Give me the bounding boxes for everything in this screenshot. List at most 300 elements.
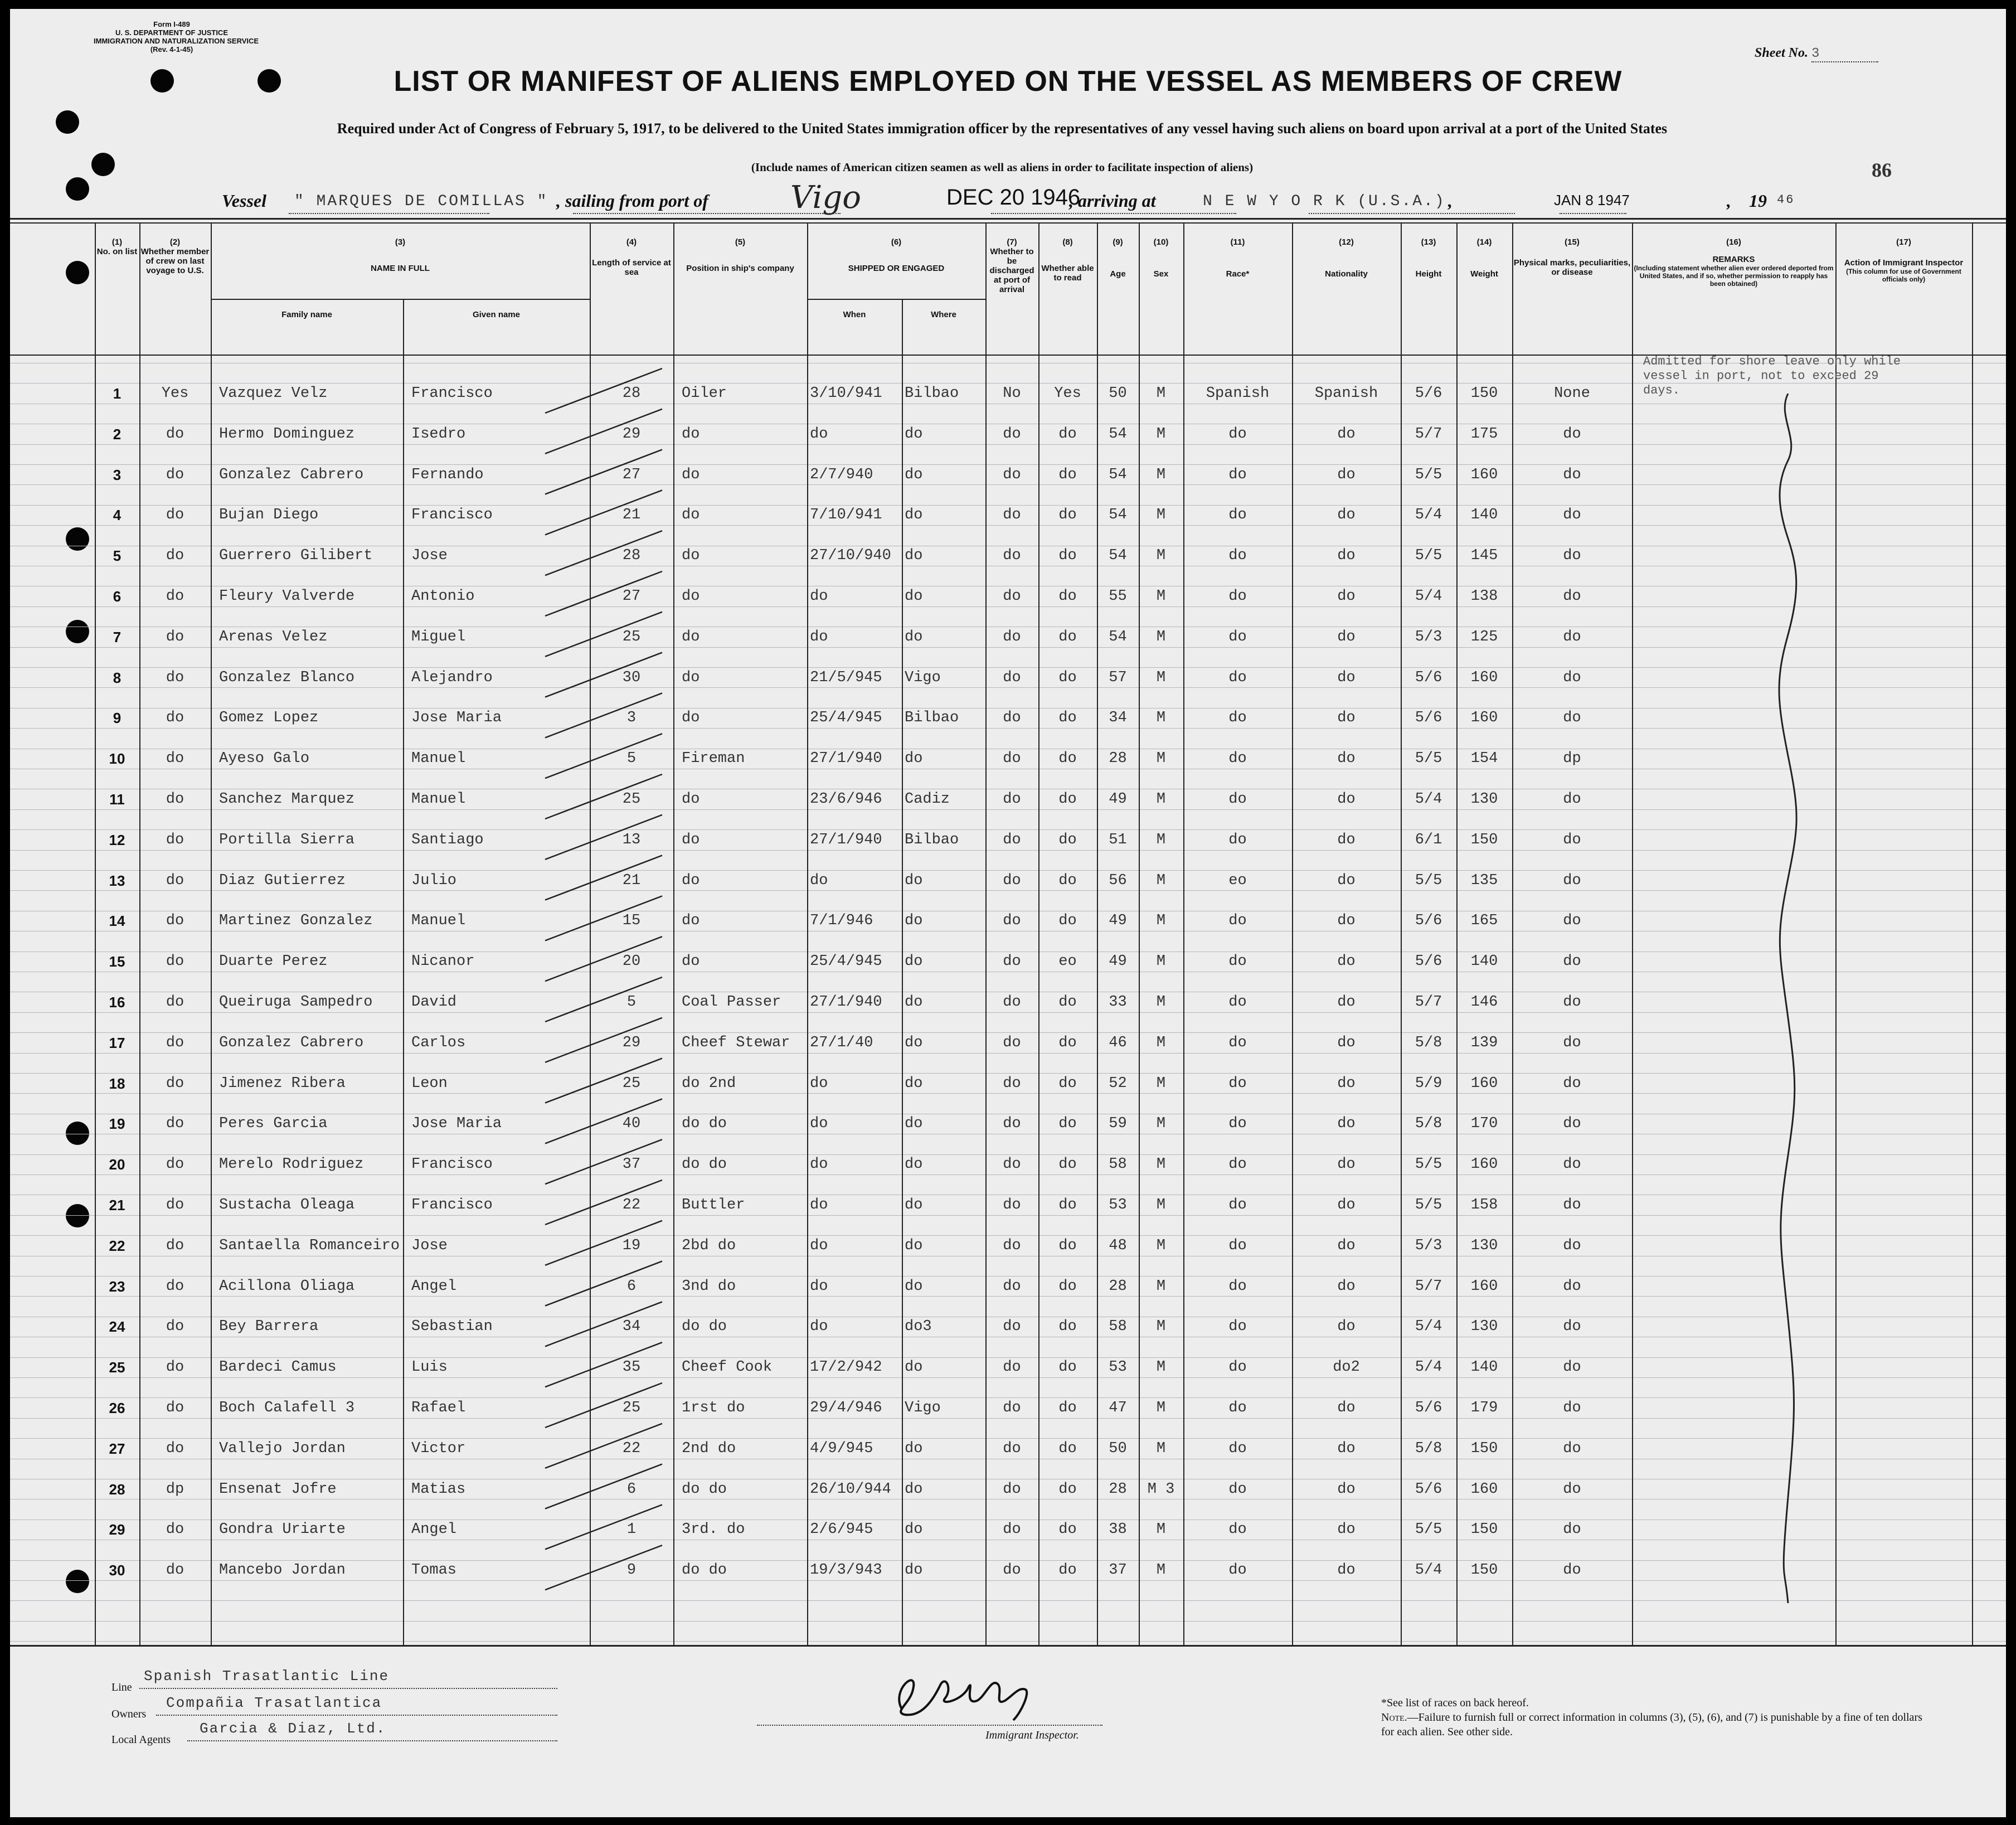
cell-age: 28 [1109, 1481, 1127, 1498]
cell-race: do [1228, 1156, 1247, 1173]
cell-race: do [1228, 994, 1247, 1011]
cell-no: 14 [109, 912, 125, 930]
cell-no: 23 [109, 1278, 125, 1295]
cell-read: do [1058, 872, 1077, 889]
cell-marks: do [1563, 912, 1581, 930]
cell-height: 5/3 [1415, 1237, 1442, 1254]
owners-value: Compañia Trasatlantica [166, 1695, 382, 1711]
remarks-note: Admitted for shore leave only while vessel in port, not to exceed 29 days. [1643, 355, 1901, 397]
cell-given: Francisco [411, 385, 493, 402]
cell-position: do [682, 669, 700, 686]
cell-height: 5/7 [1415, 425, 1442, 443]
cell-service: 25 [622, 791, 641, 808]
remarks-bracket [1771, 394, 1805, 1603]
cell-nationality: do2 [1333, 1359, 1360, 1376]
cell-age: 54 [1109, 425, 1127, 443]
cell-given: Manuel [411, 912, 466, 930]
punch-hole [66, 177, 89, 201]
tick-mark [545, 1504, 662, 1549]
tick-mark [545, 1424, 662, 1468]
cell-no: 9 [113, 710, 122, 727]
cell-nationality: do [1337, 1197, 1356, 1214]
cell-race: do [1228, 831, 1247, 848]
cell-weight: 130 [1470, 1318, 1498, 1336]
cell-when: 29/4/946 [810, 1400, 882, 1416]
cell-nationality: do [1337, 791, 1356, 808]
cell-sex: M [1156, 1197, 1166, 1214]
cell-where: do [905, 750, 923, 768]
agents-value: Garcia & Diaz, Ltd. [200, 1720, 386, 1737]
cell-where: do [905, 1115, 923, 1133]
header-nationality: Nationality [1325, 269, 1368, 279]
cell-discharged: do [1003, 1562, 1021, 1579]
cell-service: 21 [622, 872, 641, 889]
cell-nationality: do [1337, 1400, 1356, 1416]
cell-race: Spanish [1206, 385, 1270, 402]
cell-read: Yes [1054, 385, 1081, 402]
cell-discharged: do [1003, 750, 1021, 768]
cell-prior: Yes [161, 385, 189, 402]
inspector-signature [880, 1656, 1047, 1723]
cell-read: do [1058, 1156, 1077, 1173]
cell-prior: do [166, 1359, 184, 1376]
cell-age: 51 [1109, 831, 1127, 848]
cell-discharged: do [1003, 831, 1021, 848]
agents-label: Local Agents [111, 1734, 171, 1746]
cell-sex: M [1156, 507, 1166, 524]
cell-race: do [1228, 1440, 1247, 1457]
header-where: Where [931, 310, 956, 319]
note-text: —Failure to furnish full or correct information in columns (3), (5), (6), and (7) is punishable by a fine of ten dollars for each alien. See other side. [1381, 1711, 1922, 1738]
cell-service: 13 [622, 831, 641, 848]
tick-mark [545, 1059, 662, 1103]
cell-given: Francisco [411, 507, 493, 524]
cell-age: 59 [1109, 1115, 1127, 1133]
cell-weight: 130 [1470, 791, 1498, 808]
cell-family: Bujan Diego [219, 507, 319, 524]
cell-given: Victor [411, 1440, 466, 1457]
cell-sex: M [1156, 1115, 1166, 1133]
cell-weight: 154 [1470, 750, 1498, 768]
cell-where: do [905, 1034, 923, 1051]
cell-when: do [810, 1156, 828, 1173]
cell-service: 5 [626, 750, 637, 768]
cell-discharged: do [1003, 791, 1021, 808]
tick-mark [545, 1383, 662, 1428]
cell-race: do [1228, 750, 1247, 768]
cell-family: Ayeso Galo [219, 750, 310, 768]
cell-read: do [1058, 1562, 1077, 1579]
arriving-label: , arriving at [1069, 191, 1156, 211]
cell-prior: do [166, 669, 184, 686]
cell-when: do [810, 588, 828, 605]
tick-mark [545, 490, 662, 535]
cell-position: do do [682, 1562, 727, 1579]
cell-where: Bilbao [905, 831, 959, 848]
cell-given: Sebastian [411, 1318, 493, 1336]
cell-when: do [810, 872, 828, 889]
cell-sex: M [1156, 628, 1166, 645]
cell-nationality: do [1337, 1278, 1356, 1295]
cell-age: 52 [1109, 1075, 1127, 1092]
cell-height: 5/4 [1415, 1318, 1442, 1336]
tick-mark [545, 1261, 662, 1306]
cell-family: Acillona Oliaga [219, 1278, 355, 1295]
tick-mark [545, 1464, 662, 1509]
cell-read: do [1058, 994, 1077, 1011]
cell-prior: do [166, 466, 184, 483]
header-inspector-action: Action of Immigrant Inspector [1844, 258, 1964, 268]
cell-prior: do [166, 1197, 184, 1214]
cell-marks: do [1563, 1400, 1581, 1416]
cell-nationality: do [1337, 1156, 1356, 1173]
cell-no: 27 [109, 1440, 125, 1457]
cell-where: do [905, 466, 923, 483]
cell-weight: 160 [1470, 466, 1498, 483]
cell-where: Bilbao [905, 710, 959, 727]
cell-given: Tomas [411, 1562, 457, 1579]
cell-when: 7/10/941 [810, 507, 882, 524]
cell-position: Cheef Stewar [682, 1034, 790, 1051]
cell-race: do [1228, 791, 1247, 808]
cell-family: Mancebo Jordan [219, 1562, 346, 1579]
sailing-port: Vigo [790, 179, 861, 216]
cell-where: do [905, 1359, 923, 1376]
cell-where: do [905, 507, 923, 524]
cell-prior: do [166, 1156, 184, 1173]
cell-family: Merelo Rodriguez [219, 1156, 364, 1173]
cell-age: 28 [1109, 1278, 1127, 1295]
cell-read: do [1058, 791, 1077, 808]
cell-prior: do [166, 1034, 184, 1051]
tick-mark [545, 815, 662, 860]
cell-race: do [1228, 547, 1247, 565]
cell-when: 27/1/40 [810, 1034, 873, 1051]
cell-nationality: do [1337, 872, 1356, 889]
cell-given: Rafael [411, 1400, 466, 1416]
cell-age: 58 [1109, 1156, 1127, 1173]
cell-weight: 140 [1470, 953, 1498, 970]
cell-height: 5/6 [1415, 1400, 1442, 1416]
tick-mark [545, 1180, 662, 1225]
cell-position: do [682, 791, 700, 808]
cell-where: Bilbao [905, 385, 959, 402]
cell-discharged: do [1003, 466, 1021, 483]
tick-mark [545, 1221, 662, 1265]
subtitle: Required under Act of Congress of February 5, 1917, to be delivered to the United States immigration officer by the representatives of any vessel having such aliens on board upon arrival at a port of the United States [337, 120, 1668, 137]
cell-nationality: do [1337, 1562, 1356, 1579]
cell-age: 56 [1109, 872, 1127, 889]
cell-where: do3 [905, 1318, 932, 1336]
cell-nationality: do [1337, 1034, 1356, 1051]
cell-family: Queiruga Sampedro [219, 994, 373, 1011]
cell-service: 1 [626, 1521, 637, 1538]
cell-nationality: do [1337, 1481, 1356, 1498]
header-shipped-or-engaged: SHIPPED OR ENGAGED [848, 264, 945, 273]
cell-marks: do [1563, 1075, 1581, 1092]
cell-race: do [1228, 507, 1247, 524]
tick-mark [545, 1018, 662, 1062]
cell-read: do [1058, 628, 1077, 645]
cell-marks: do [1563, 466, 1581, 483]
cell-marks: do [1563, 1521, 1581, 1538]
cell-height: 5/8 [1415, 1440, 1442, 1457]
cell-height: 5/5 [1415, 1156, 1442, 1173]
sheet-number-label: Sheet No. [1755, 46, 1808, 60]
cell-no: 28 [109, 1481, 125, 1498]
cell-height: 5/5 [1415, 547, 1442, 565]
cell-position: 3rd. do [682, 1521, 745, 1538]
cell-prior: do [166, 1115, 184, 1133]
header-given-name: Given name [472, 310, 521, 319]
cell-no: 17 [109, 1034, 125, 1051]
cell-weight: 158 [1470, 1197, 1498, 1214]
cell-height: 5/5 [1415, 466, 1442, 483]
header-age: Age [1110, 269, 1126, 279]
vessel-name: " MARQUES DE COMILLAS " [294, 193, 548, 210]
cell-marks: do [1563, 507, 1581, 524]
cell-given: Julio [411, 872, 457, 889]
cell-age: 49 [1109, 791, 1127, 808]
cell-prior: do [166, 1440, 184, 1457]
cell-nationality: do [1337, 1237, 1356, 1254]
cell-service: 5 [626, 994, 637, 1011]
cell-race: do [1228, 1278, 1247, 1295]
cell-no: 26 [109, 1400, 125, 1416]
cell-no: 11 [109, 791, 125, 808]
cell-read: do [1058, 547, 1077, 565]
cell-when: do [810, 1278, 828, 1295]
cell-no: 20 [109, 1156, 125, 1173]
cell-discharged: do [1003, 872, 1021, 889]
cell-prior: do [166, 507, 184, 524]
cell-given: Francisco [411, 1197, 493, 1214]
cell-position: do [682, 507, 700, 524]
cell-age: 28 [1109, 750, 1127, 768]
cell-position: do [682, 872, 700, 889]
cell-nationality: do [1337, 1440, 1356, 1457]
cell-height: 5/5 [1415, 872, 1442, 889]
cell-family: Gonzalez Cabrero [219, 466, 364, 483]
cell-sex: M [1156, 547, 1166, 565]
cell-sex: M [1156, 1400, 1166, 1416]
cell-height: 5/6 [1415, 953, 1442, 970]
cell-sex: M [1156, 710, 1166, 727]
cell-discharged: do [1003, 1156, 1021, 1173]
tick-mark [545, 612, 662, 657]
cell-family: Boch Calafell 3 [219, 1400, 355, 1416]
cell-service: 3 [626, 710, 637, 727]
cell-no: 13 [109, 872, 125, 889]
cell-marks: do [1563, 1156, 1581, 1173]
cell-weight: 160 [1470, 710, 1498, 727]
cell-when: do [810, 1115, 828, 1133]
cell-no: 29 [109, 1521, 125, 1538]
cell-service: 6 [626, 1481, 637, 1498]
cell-discharged: No [1003, 385, 1021, 402]
cell-given: Manuel [411, 791, 466, 808]
cell-read: do [1058, 1237, 1077, 1254]
cell-service: 9 [626, 1562, 637, 1579]
cell-sex: M [1156, 831, 1166, 848]
cell-height: 5/4 [1415, 507, 1442, 524]
cell-nationality: do [1337, 1521, 1356, 1538]
cell-service: 22 [622, 1197, 641, 1214]
cell-marks: do [1563, 1440, 1581, 1457]
cell-sex: M [1156, 1521, 1166, 1538]
cell-where: do [905, 1237, 923, 1254]
cell-prior: do [166, 547, 184, 565]
cell-when: do [810, 1075, 828, 1092]
cell-weight: 135 [1470, 872, 1498, 889]
cell-discharged: do [1003, 710, 1021, 727]
cell-when: 3/10/941 [810, 385, 882, 402]
cell-marks: do [1563, 872, 1581, 889]
cell-sex: M [1156, 669, 1166, 686]
line-label: Line [111, 1681, 132, 1693]
cell-race: do [1228, 1034, 1247, 1051]
cell-weight: 150 [1470, 1440, 1498, 1457]
cell-nationality: do [1337, 1075, 1356, 1092]
cell-no: 19 [109, 1115, 125, 1133]
page-title: LIST OR MANIFEST OF ALIENS EMPLOYED ON THE VESSEL AS MEMBERS OF CREW [394, 65, 1622, 98]
cell-family: Gomez Lopez [219, 710, 319, 727]
cell-read: do [1058, 1197, 1077, 1214]
cell-read: do [1058, 425, 1077, 443]
header-name-in-full: NAME IN FULL [371, 264, 430, 273]
cell-nationality: do [1337, 588, 1356, 605]
cell-weight: 160 [1470, 1156, 1498, 1173]
cell-service: 28 [622, 385, 641, 402]
cell-discharged: do [1003, 1034, 1021, 1051]
cell-nationality: do [1337, 912, 1356, 930]
cell-sex: M [1156, 1156, 1166, 1173]
tick-mark [545, 856, 662, 900]
cell-marks: do [1563, 710, 1581, 727]
cell-weight: 130 [1470, 1237, 1498, 1254]
cell-marks: do [1563, 1034, 1581, 1051]
cell-discharged: do [1003, 1075, 1021, 1092]
cell-given: Fernando [411, 466, 484, 483]
cell-prior: do [166, 1318, 184, 1336]
cell-read: do [1058, 1278, 1077, 1295]
cell-discharged: do [1003, 912, 1021, 930]
cell-no: 4 [113, 507, 122, 524]
header-discharged: Whether to be discharged at port of arrival [989, 247, 1034, 294]
cell-family: Sustacha Oleaga [219, 1197, 355, 1214]
cell-age: 54 [1109, 628, 1127, 645]
cell-service: 29 [622, 1034, 641, 1051]
cell-prior: do [166, 872, 184, 889]
cell-height: 5/9 [1415, 1075, 1442, 1092]
cell-position: do [682, 425, 700, 443]
cell-no: 18 [109, 1075, 125, 1092]
cell-read: do [1058, 750, 1077, 768]
cell-given: Carlos [411, 1034, 466, 1051]
cell-race: do [1228, 1359, 1247, 1376]
cell-marks: do [1563, 953, 1581, 970]
cell-given: Isedro [411, 425, 466, 443]
cell-age: 37 [1109, 1562, 1127, 1579]
cell-marks: do [1563, 1562, 1581, 1579]
cell-service: 25 [622, 1400, 641, 1416]
cell-sex: M [1156, 791, 1166, 808]
cell-age: 54 [1109, 547, 1127, 565]
cell-weight: 150 [1470, 385, 1498, 402]
cell-family: Guerrero Gilibert [219, 547, 373, 565]
tick-mark [545, 450, 662, 494]
cell-no: 24 [109, 1318, 125, 1336]
cell-nationality: do [1337, 831, 1356, 848]
cell-sex: M [1156, 1359, 1166, 1376]
cell-when: 7/1/946 [810, 912, 873, 930]
cell-when: do [810, 1237, 828, 1254]
header-race: Race* [1226, 269, 1250, 279]
cell-race: do [1228, 710, 1247, 727]
cell-race: do [1228, 588, 1247, 605]
sailing-date-stamp: DEC 20 1946 [946, 185, 1081, 210]
cell-height: 5/6 [1415, 385, 1442, 402]
cell-weight: 160 [1470, 1481, 1498, 1498]
note-label: Note. [1381, 1711, 1407, 1724]
cell-discharged: do [1003, 1400, 1021, 1416]
cell-discharged: do [1003, 507, 1021, 524]
cell-height: 5/8 [1415, 1034, 1442, 1051]
tick-mark [545, 1545, 662, 1590]
cell-marks: do [1563, 791, 1581, 808]
cell-discharged: do [1003, 547, 1021, 565]
cell-discharged: do [1003, 425, 1021, 443]
cell-age: 55 [1109, 588, 1127, 605]
cell-read: do [1058, 831, 1077, 848]
cell-marks: do [1563, 425, 1581, 443]
cell-when: 17/2/942 [810, 1359, 882, 1376]
cell-nationality: do [1337, 466, 1356, 483]
cell-height: 5/8 [1415, 1115, 1442, 1133]
cell-marks: None [1554, 385, 1590, 402]
cell-nationality: do [1337, 1115, 1356, 1133]
cell-service: 25 [622, 1075, 641, 1092]
cell-marks: do [1563, 1359, 1581, 1376]
cell-position: 2bd do [682, 1237, 736, 1254]
cell-given: Angel [411, 1278, 457, 1295]
cell-service: 19 [622, 1237, 641, 1254]
cell-weight: 139 [1470, 1034, 1498, 1051]
cell-race: do [1228, 1481, 1247, 1498]
cell-nationality: do [1337, 425, 1356, 443]
cell-where: do [905, 1481, 923, 1498]
tick-mark [545, 693, 662, 737]
cell-prior: do [166, 953, 184, 970]
cell-read: do [1058, 507, 1077, 524]
cell-service: 30 [622, 669, 641, 686]
cell-when: 21/5/945 [810, 669, 882, 686]
cell-family: Gondra Uriarte [219, 1521, 346, 1538]
cell-service: 40 [622, 1115, 641, 1133]
cell-race: do [1228, 1197, 1247, 1214]
cell-given: Jose Maria [411, 710, 502, 727]
cell-no: 3 [113, 466, 122, 483]
cell-prior: do [166, 1521, 184, 1538]
cell-weight: 175 [1470, 425, 1498, 443]
header-inspector-note: (This column for use of Government officials only) [1846, 268, 1961, 283]
cell-age: 57 [1109, 669, 1127, 686]
cell-discharged: do [1003, 953, 1021, 970]
cell-sex: M [1156, 1034, 1166, 1051]
cell-marks: do [1563, 1115, 1581, 1133]
cell-service: 27 [622, 588, 641, 605]
cell-weight: 140 [1470, 1359, 1498, 1376]
